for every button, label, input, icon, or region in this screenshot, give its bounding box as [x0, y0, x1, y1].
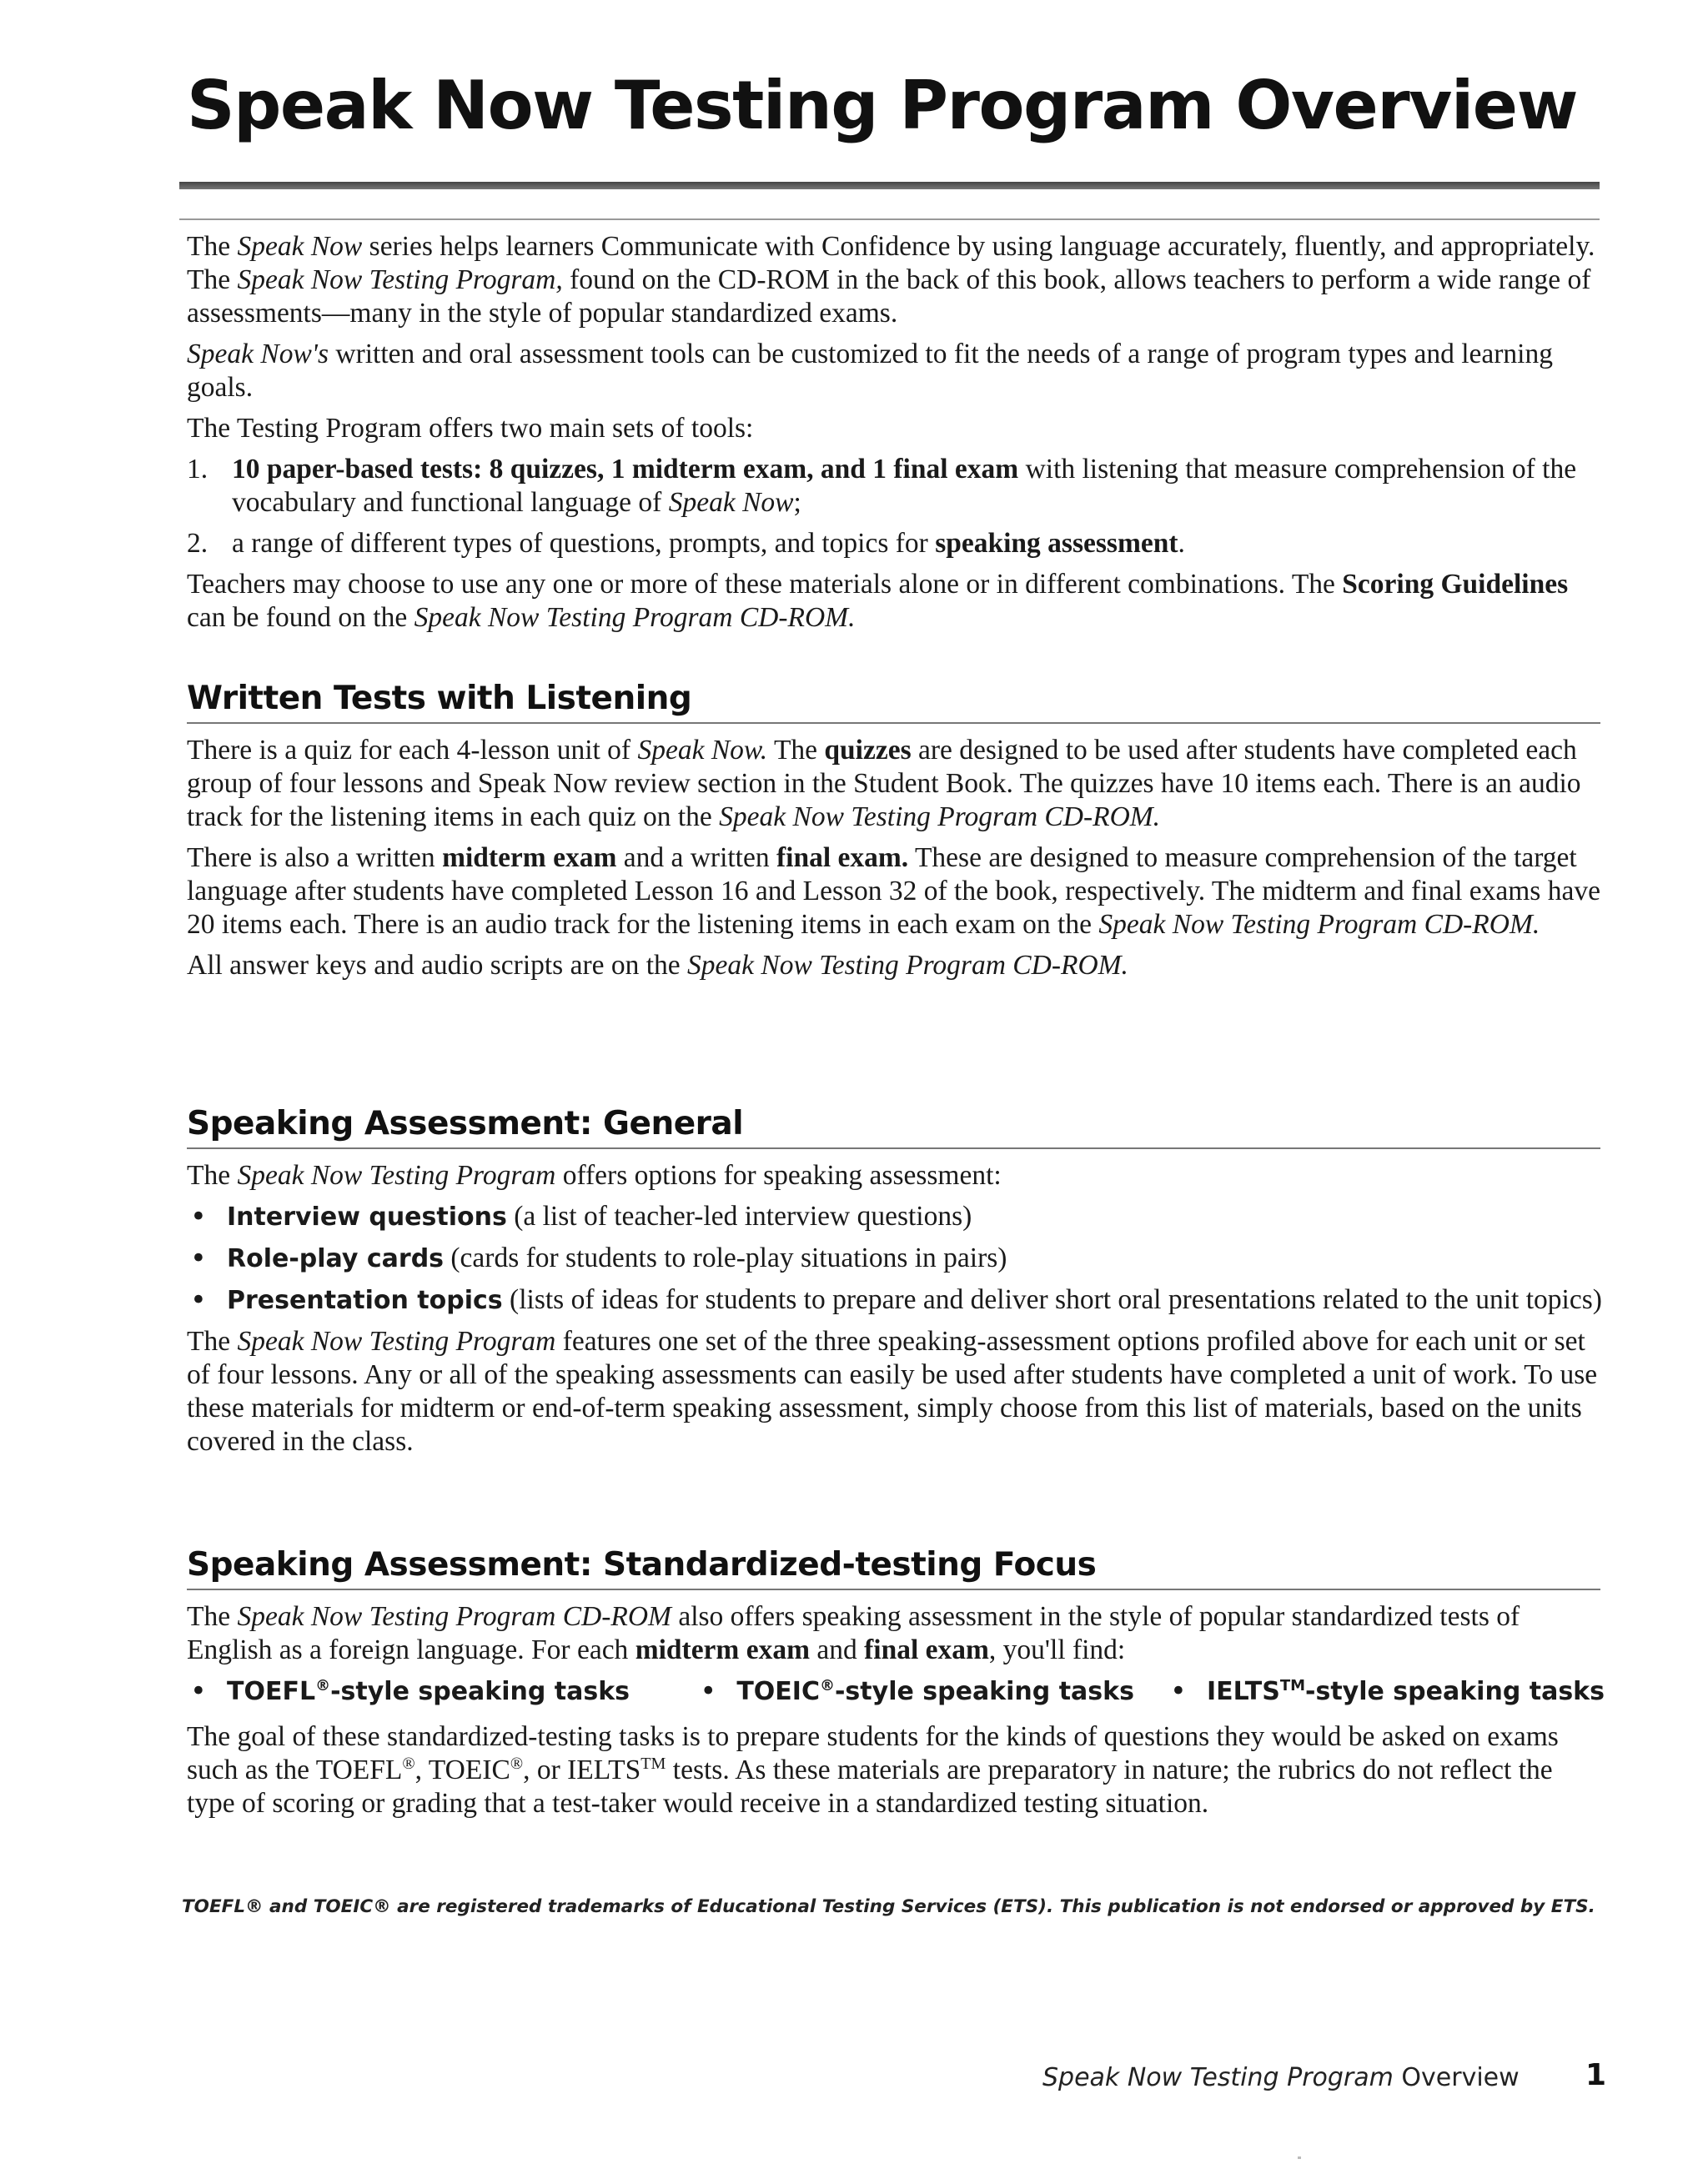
- bullet-icon: •: [190, 1242, 207, 1274]
- running-footer: Speak Now Testing Program Overview: [1042, 2063, 1520, 2092]
- list-item: • Role-play cards (cards for students to role-play situations in pairs): [190, 1242, 1007, 1274]
- list-item: • Interview questions (a list of teacher-led interview questions): [190, 1200, 972, 1233]
- written-tests-section: [187, 682, 1605, 990]
- title-rule-thick: [179, 182, 1600, 189]
- speaking-options-list: [187, 1200, 1605, 1318]
- intro-section: [187, 230, 1605, 642]
- title-rule-thin: [179, 218, 1600, 220]
- general-paragraph-1: The Speak Now Testing Program offers options for speaking assessment:: [187, 1160, 1002, 1191]
- written-paragraph-2: There is also a written midterm exam and a written final exam. These are designed to measure comprehension of the target language after students have completed Lesson 16 and Lesson 32 of the book, respectively. The midterm and final exams have 20 items each. There is an audio track for the listening items in each exam on the Speak Now Testing Program CD-ROM.: [187, 842, 1600, 940]
- section-heading-standardized: Speaking Assessment: Standardized-testing Focus: [187, 1549, 1600, 1590]
- tools-list: [187, 453, 1605, 560]
- standardized-section: [187, 1546, 1605, 1828]
- general-paragraph-2: The Speak Now Testing Program features one set of the three speaking-assessment options profiled above for each unit or set of four lessons. Any or all of the speaking assessments can easily be used after students have completed a unit of work. To use these materials for midterm or end-of-term speaking assessment, simply choose from this list of materials, based on the units covered in the class.: [187, 1326, 1598, 1457]
- intro-paragraph-4: Teachers may choose to use any one or more of these materials alone or in different combinations. The Scoring Guidelines can be found on the Speak Now Testing Program CD-ROM.: [187, 569, 1569, 633]
- list-item: • IELTS™-style speaking tasks: [1169, 1674, 1605, 1707]
- list-item: • Presentation topics (lists of ideas for students to prepare and deliver short oral presentations related to the unit topics): [190, 1283, 1602, 1316]
- bullet-icon: •: [190, 1674, 207, 1707]
- list-item: • TOEIC®-style speaking tasks: [700, 1674, 1134, 1707]
- speaking-general-section: [187, 1107, 1605, 1466]
- list-item: 1. 10 paper-based tests: 8 quizzes, 1 midterm exam, and 1 final exam with listening that measure comprehension of the vocabulary and functional language of Speak Now;: [187, 454, 1577, 518]
- bullet-icon: •: [1169, 1674, 1187, 1707]
- page-number: 1: [1585, 2058, 1607, 2092]
- list-item: 2. a range of different types of questions, prompts, and topics for speaking assessment.: [187, 528, 1185, 559]
- written-paragraph-3: All answer keys and audio scripts are on the Speak Now Testing Program CD-ROM.: [187, 950, 1128, 981]
- bullet-icon: •: [190, 1200, 207, 1233]
- list-item: • TOEFL®-style speaking tasks: [190, 1674, 630, 1707]
- bullet-icon: •: [700, 1674, 717, 1707]
- bullet-icon: •: [190, 1283, 207, 1316]
- trademark-footnote: TOEFL® and TOEIC® are registered trademarks of Educational Testing Services (ETS). This publication is not endorsed or approved by ETS.: [182, 1896, 1595, 1917]
- standardized-paragraph-1: The Speak Now Testing Program CD-ROM also offers speaking assessment in the style of popular standardized tests of English as a foreign language. For each midterm exam and final exam, you'll find:: [187, 1601, 1520, 1665]
- intro-paragraph-1: The Speak Now series helps learners Communicate with Confidence by using language accurately, fluently, and appropriately. The Speak Now Testing Program, found on the CD-ROM in the back of this book, allows teachers to perform a wide range of assessments—many in the style of popular standardized exams.: [187, 231, 1595, 329]
- standardized-paragraph-2: The goal of these standardized-testing tasks is to prepare students for the kinds of questions they would be asked on exams such as the TOEFL®, TOEIC®, or IELTS™ tests. As these materials are preparatory in nature; the rubrics do not reflect the type of scoring or grading that a test-taker would receive in a standardized testing situation.: [187, 1721, 1559, 1819]
- written-paragraph-1: There is a quiz for each 4-lesson unit of Speak Now. The quizzes are designed to be used after students have completed each group of four lessons and Speak Now review section in the Student Book. The quizzes have 10 items each. There is an audio track for the listening items in each quiz on the Speak Now Testing Program CD-ROM.: [187, 735, 1581, 832]
- intro-paragraph-2: Speak Now's written and oral assessment tools can be customized to fit the needs of a range of program types and learning goals.: [187, 339, 1553, 403]
- section-heading-general: Speaking Assessment: General: [187, 1107, 1600, 1149]
- section-heading-written: Written Tests with Listening: [187, 682, 1600, 724]
- scan-speck: [1298, 2156, 1301, 2159]
- standardized-task-list: [187, 1674, 1605, 1709]
- page-title: Speak Now Testing Program Overview: [187, 67, 1577, 144]
- intro-paragraph-3: The Testing Program offers two main sets of tools:: [187, 413, 754, 444]
